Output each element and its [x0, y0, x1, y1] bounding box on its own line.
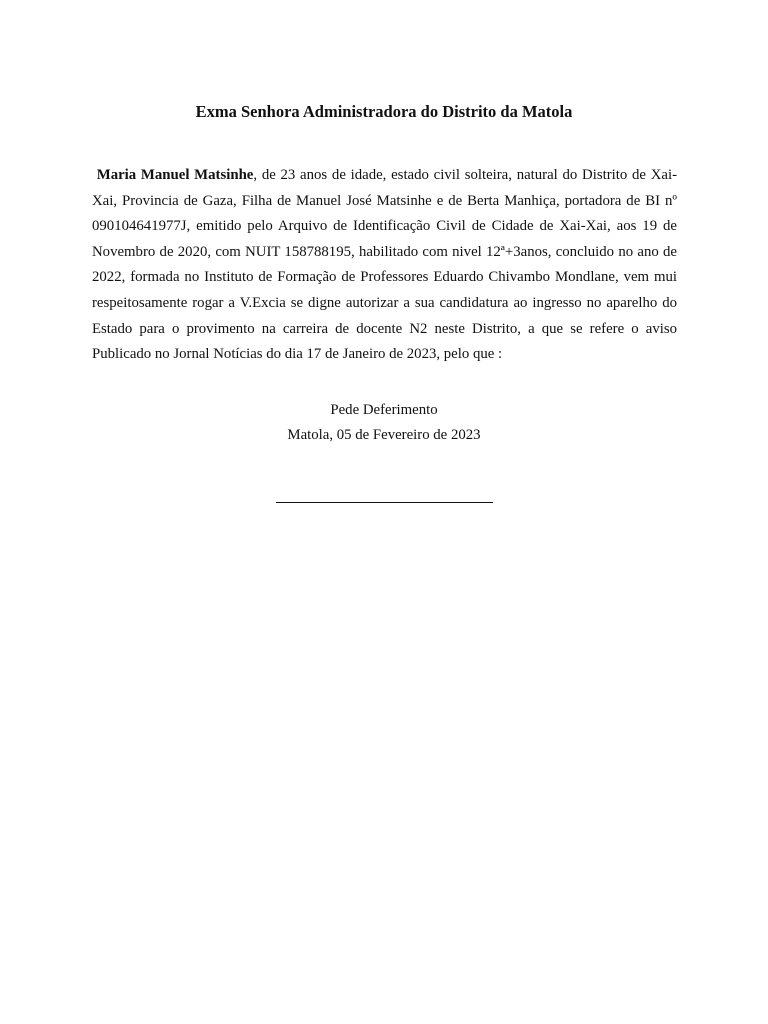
- letter-title: Exma Senhora Administradora do Distrito da Matola: [195, 102, 573, 121]
- closing-request: Pede Deferimento: [330, 402, 438, 418]
- letter-body-text: , de 23 anos de idade, estado civil solteira, natural do Distrito de Xai-Xai, Provincia de Gaza, Filha de Manuel José Matsinhe e de Berta Manhiça, portadora de BI nº 090104641977J, emitido pelo Arquivo de Identificação Civil de Cidade de Xai-Xai, aos 19 de Novembro de 2020, com NUIT 158788195, habilitado com nivel 12ª+3anos, concluido no ano de 2022, formada no Instituto de Formação de Professores Eduardo Chivambo Mondlane, vem mui respeitosamente rogar a V.Excia se digne autorizar a sua candidatura ao ingresso no aparelho do Estado para o provimento na carreira de docente N2 neste Distrito, a que se refere o aviso Publicado no Jornal Notícias do dia 17 de Janeiro de 2023, pelo que :: [92, 167, 678, 363]
- letter-body: [92, 163, 677, 368]
- applicant-name: Maria Manuel Matsinhe: [96, 167, 254, 183]
- place-and-date: Matola, 05 de Fevereiro de 2023: [287, 427, 481, 443]
- signature-line: [276, 502, 493, 503]
